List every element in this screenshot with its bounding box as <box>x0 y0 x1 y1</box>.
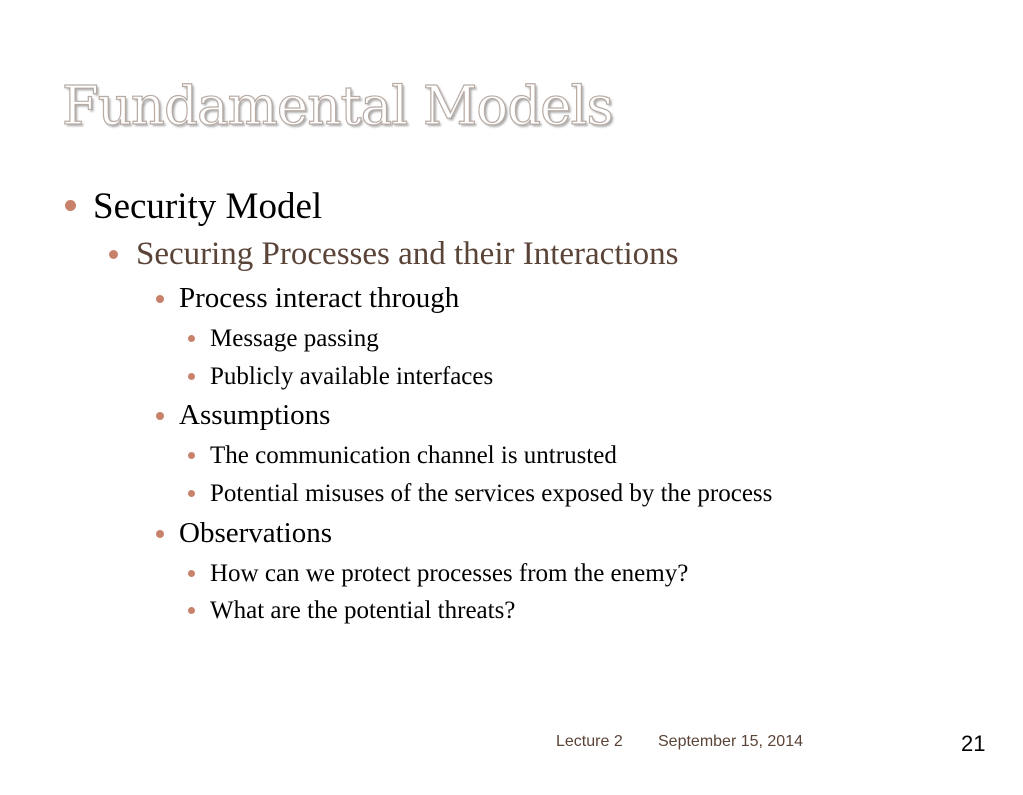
list-item: Publicly available interfaces <box>210 363 494 390</box>
subheading: Securing Processes and their Interactions <box>136 236 679 272</box>
bullet-icon <box>188 490 195 497</box>
section-label: Observations <box>179 517 333 549</box>
bullet-icon <box>156 530 164 538</box>
bullet-icon <box>188 373 195 380</box>
list-item: How can we protect processes from the enemy? <box>210 560 689 587</box>
section-label: Process interact through <box>179 282 460 314</box>
heading-security-model: Security Model <box>93 186 323 227</box>
bullet-icon <box>65 200 76 211</box>
slide-title: Fundamental Models <box>62 76 613 137</box>
bullet-icon <box>188 607 195 614</box>
list-item: The communication channel is untrusted <box>210 442 617 469</box>
list-item: What are the potential threats? <box>210 597 516 624</box>
footer-date: September 15, 2014 <box>658 733 803 750</box>
section-label: Assumptions <box>179 399 331 431</box>
bullet-icon <box>109 250 118 259</box>
bullet-icon <box>156 412 164 420</box>
list-item: Message passing <box>210 325 379 352</box>
bullet-icon <box>188 335 195 342</box>
footer-lecture: Lecture 2 <box>556 733 623 750</box>
list-item: Potential misuses of the services exposed by the process <box>210 480 773 507</box>
bullet-icon <box>156 295 164 303</box>
bullet-icon <box>188 452 195 459</box>
bullet-icon <box>188 570 195 577</box>
page-number: 21 <box>961 731 986 756</box>
